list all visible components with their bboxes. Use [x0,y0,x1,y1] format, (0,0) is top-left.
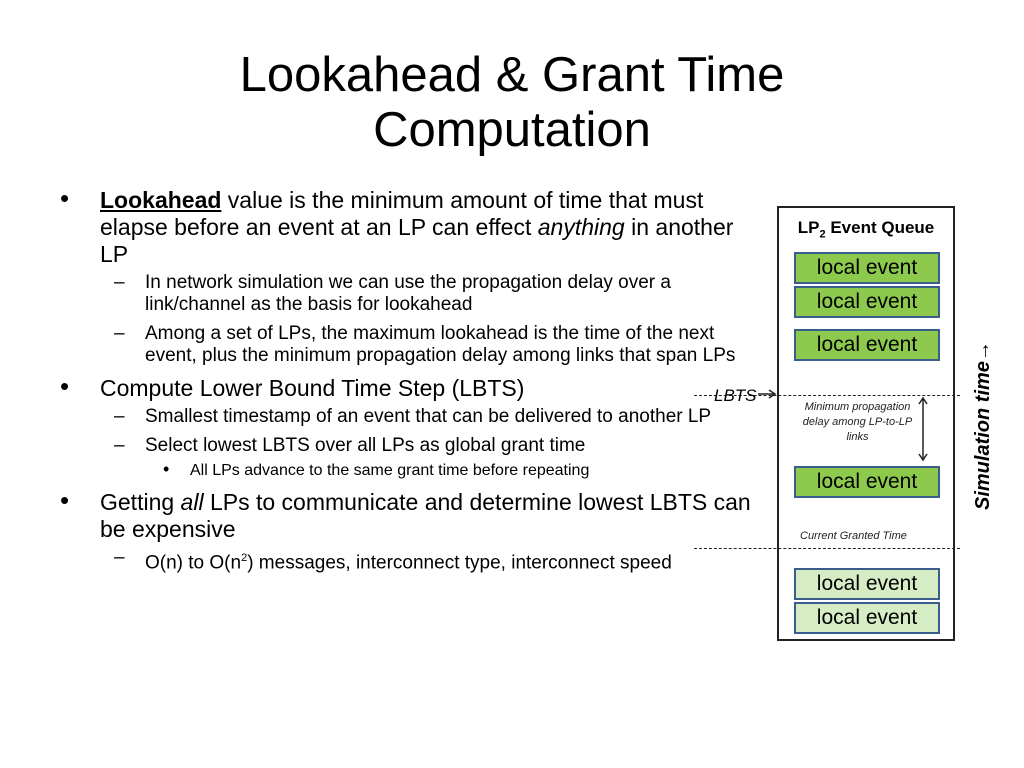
lbts-label: LBTS [714,386,757,405]
sub-bullet-list [100,406,760,481]
sub-bullet [100,435,760,481]
slide-title [0,48,1024,158]
bullet-text: value is the minimum amount of time that must elapse before an event at an LP can effect [100,187,704,240]
simulation-time-label [972,341,995,510]
simulation-time-text: Simulation time [972,361,994,510]
lbts-arrow [758,390,775,398]
sub-bullet [100,547,760,574]
event-queue-diagram [700,200,1000,650]
queue-title-text: LP [797,218,820,237]
sub-bullet-list [100,272,760,367]
bullet-text: Getting [100,489,181,515]
title-line-2: Computation [373,103,651,157]
sub-bullet-text: O(n) to O(n [145,552,242,574]
title-line-1: Lookahead & Grant Time [239,48,785,102]
diagram-arrows [700,200,1000,650]
sub-bullet: – Among a set of LPs, the maximum lookahead is the time of the next event, plus the minimum propagation delay among links that span LPs [100,323,760,367]
min-delay-arrow [919,398,927,460]
queue-title-text: Event Queue [825,218,935,237]
queue-title-subscript: 2 [819,228,826,241]
local-event-granted: local event [794,602,940,634]
bullet-list [60,187,760,582]
bullet-lookahead [60,187,760,367]
granted-time-label: Current Granted Time [800,530,907,542]
bullet-emphasis: all [180,489,204,515]
bullet-text: Compute Lower Bound Time Step (LBTS) [100,375,525,401]
sub-bullet-list [100,547,760,574]
sub-bullet-text: ) messages, interconnect type, interconnect speed [247,552,672,574]
lookahead-term: Lookahead [100,187,222,213]
bullet-lbts [60,375,760,481]
sub-sub-bullet-list [145,461,760,481]
bullet-emphasis: anything [537,214,625,240]
sub-bullet: – In network simulation we can use the propagation delay over a link/channel as the basis for lookahead [100,272,760,316]
arrow-right-icon: → [972,341,994,362]
local-event: local event [794,466,940,498]
bullet-expensive [60,489,760,574]
min-delay-label: Minimum propagation delay among LP-to-LP links [802,401,913,443]
sub-bullet-text: Select lowest LBTS over all LPs as global grant time [145,435,586,456]
local-event-granted: local event [794,568,940,600]
local-event: local event [794,329,940,361]
local-event: local event [794,286,940,318]
sub-sub-bullet: • All LPs advance to the same grant time before repeating [145,461,760,481]
sub-bullet: – Smallest timestamp of an event that can be delivered to another LP [100,406,760,428]
bullet-text: in another LP [100,214,734,267]
bullet-text: LPs to communicate and determine lowest LBTS can be expensive [100,489,751,542]
local-event: local event [794,252,940,284]
superscript: 2 [241,552,248,564]
